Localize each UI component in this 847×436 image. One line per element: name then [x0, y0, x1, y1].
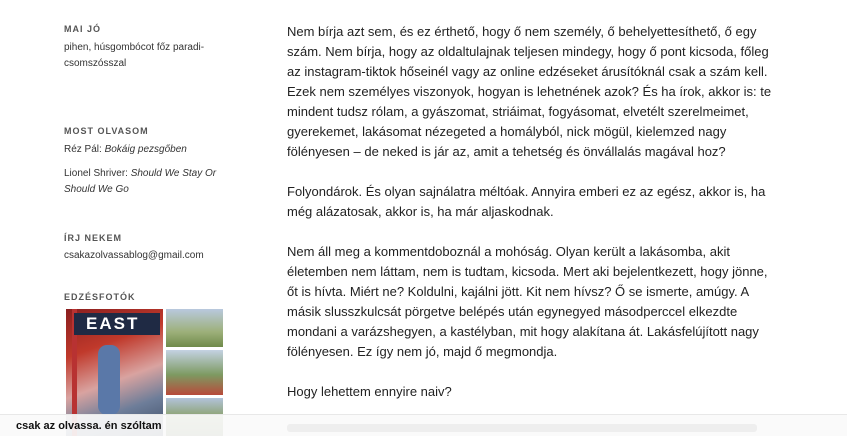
article-paragraph: Hogy lehettem ennyire naiv?: [287, 384, 452, 399]
widget-contact: [64, 233, 204, 264]
book-title: Bokáig pezsgőben: [104, 144, 187, 155]
book-author: Lionel Shriver:: [64, 168, 131, 179]
sticky-site-title-bar: [0, 414, 847, 436]
photo-figure: [98, 345, 120, 415]
widget-reading: [64, 126, 234, 198]
article-paragraph: Folyondárok. És olyan sajnálatra méltóak. Annyira emberi ez az egész, akkor is, ha még alázatosak, akkor is, ha már aljaskodnak.: [287, 184, 766, 219]
photo-banner-text: EAST: [86, 314, 140, 333]
contact-email-link[interactable]: csakazolvassablog@gmail.com: [64, 250, 204, 261]
photo-banner: [74, 313, 160, 335]
widget-title-reading: MOST OLVASOM: [64, 126, 149, 136]
faded-next-text: [287, 424, 757, 432]
book-item: [64, 166, 234, 198]
gallery-photo-thumb[interactable]: [166, 309, 223, 347]
site-title-link[interactable]: csak az olvassa. én szóltam: [16, 420, 162, 432]
article-paragraph: Nem bírja azt sem, és ez érthető, hogy ő nem személy, ő behelyettesíthető, ő egy szám. Nem bírja, hogy az oldaltulajnak teljesen mindegy, hogy ő pont kicsoda, főleg az instagram-tiktok hőseinél vagy az online edzéseket árusítóknál csak a szám kell. Ezek nem személyes viszonyok, hogyan is lehetnének azok? És ha írok, akkor is: te mindent tudsz rólam, a gyászomat, striáimat, fogyásomat, elvetélt szerelmeimet, gyerekemet, lakásomat nézegeted a homályból, nick mögül, kielemzed nagy fölényesen – de neked is jár az, amit a tehetség és önvállalás magával hoz?: [287, 24, 772, 159]
book-item: [64, 142, 234, 158]
book-title: Should We Stay Or Should We Go: [64, 168, 217, 195]
about-text: pihen, húsgombócot főz paradi-csomszósszal: [64, 42, 205, 69]
widget-title-contact: ÍRJ NEKEM: [64, 233, 123, 243]
widget-about: [64, 24, 224, 72]
gallery-photo-thumb[interactable]: [166, 350, 223, 395]
article-paragraph: Nem áll meg a kommentdoboznál a mohóság. Olyan került a lakásomba, akit életemben nem láttam, nem is tudtam, kicsoda. Mert aki bejelentkezett, hogy jönne, őt is hívta. Miért ne? Koldulni, kajálni jött. Kit nem hívsz? Ő se ismerte, amúgy. A másik slusszkulcsát pörgetve belépés után egynegyed másodperccel elkezdte mondani a varázshegyen, a kastélyban, mit hogy alakítana át. Lakásfelújított nagy fölényesen. Ez így nem jó, majd ő megmondja.: [287, 244, 768, 359]
widget-title-about: MAI JÓ: [64, 24, 102, 34]
article-body: [287, 22, 777, 422]
widget-title-photos: EDZÉSFOTÓK: [64, 292, 136, 302]
widget-photos: [64, 292, 136, 302]
book-author: Réz Pál:: [64, 144, 105, 155]
